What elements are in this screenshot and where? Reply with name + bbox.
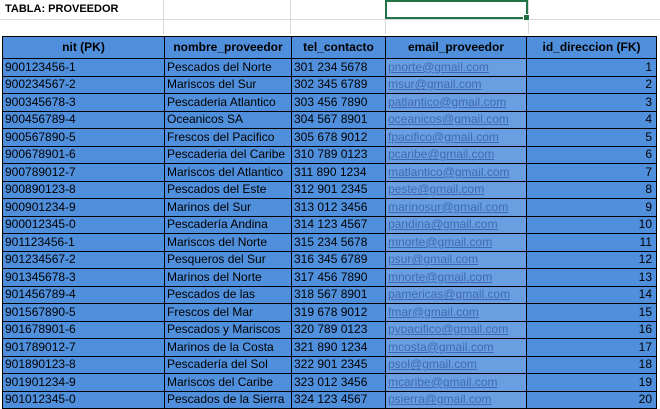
email-cell[interactable]: patlantico@gmail.com [386,94,527,112]
nombre-cell[interactable]: Frescos del Mar [165,304,292,322]
table-row [3,234,657,252]
email-cell[interactable]: pamericas@gmail.com [386,286,527,304]
nombre-cell[interactable]: Mariscos del Norte [165,234,292,252]
column-header-id-direccion[interactable]: id_direccion (FK) [527,37,657,59]
telefono-cell[interactable]: 301 234 5678 [292,59,386,77]
telefono-cell[interactable]: 321 890 1234 [292,339,386,357]
id-direccion-cell[interactable]: 5 [527,129,657,147]
header-row [3,37,657,59]
nit-cell[interactable]: 900678901-6 [3,146,165,164]
email-cell[interactable]: psierra@gmail.com [386,391,527,409]
id-direccion-cell[interactable]: 18 [527,356,657,374]
nit-cell[interactable]: 901890123-8 [3,356,165,374]
nit-cell[interactable]: 901234567-2 [3,251,165,269]
telefono-cell[interactable]: 315 234 5678 [292,234,386,252]
email-cell[interactable]: fpacifico@gmail.com [386,129,527,147]
id-direccion-cell[interactable]: 13 [527,269,657,287]
nombre-cell[interactable]: Pescados y Mariscos [165,321,292,339]
email-cell[interactable]: psur@gmail.com [386,251,527,269]
telefono-cell[interactable]: 319 678 9012 [292,304,386,322]
table-row [3,269,657,287]
nit-cell[interactable]: 901678901-6 [3,321,165,339]
email-cell[interactable]: pypacifico@gmail.com [386,321,527,339]
id-direccion-cell[interactable]: 16 [527,321,657,339]
nombre-cell[interactable]: Pescaderia del Caribe [165,146,292,164]
id-direccion-cell[interactable]: 4 [527,111,657,129]
table-row [3,391,657,409]
table-row [3,59,657,77]
telefono-cell[interactable]: 323 012 3456 [292,374,386,392]
id-direccion-cell[interactable]: 3 [527,94,657,112]
nombre-cell[interactable]: Pescados de las [165,286,292,304]
email-cell[interactable]: pcaribe@gmail.com [386,146,527,164]
telefono-cell[interactable]: 303 456 7890 [292,94,386,112]
telefono-cell[interactable]: 317 456 7890 [292,269,386,287]
email-cell[interactable]: mnorte@gmail.com [386,269,527,287]
table-row [3,94,657,112]
nombre-cell[interactable]: Pescados del Norte [165,59,292,77]
table-title: TABLA: PROVEEDOR [5,3,119,15]
nit-cell[interactable]: 901567890-5 [3,304,165,322]
table-body [3,59,657,409]
selected-cell[interactable] [385,0,528,19]
nit-cell[interactable]: 900123456-1 [3,59,165,77]
nombre-cell[interactable]: Mariscos del Atlantico [165,164,292,182]
table-row [3,111,657,129]
telefono-cell[interactable]: 305 678 9012 [292,129,386,147]
nombre-cell[interactable]: Oceanicos SA [165,111,292,129]
table-row [3,76,657,94]
nit-cell[interactable]: 901123456-1 [3,234,165,252]
id-direccion-cell[interactable]: 20 [527,391,657,409]
email-cell[interactable]: mcosta@gmail.com [386,339,527,357]
nombre-cell[interactable]: Marinos del Norte [165,269,292,287]
id-direccion-cell[interactable]: 12 [527,251,657,269]
table-row [3,286,657,304]
id-direccion-cell[interactable]: 19 [527,374,657,392]
id-direccion-cell[interactable]: 11 [527,234,657,252]
table-row [3,181,657,199]
nit-cell[interactable]: 900890123-8 [3,181,165,199]
id-direccion-cell[interactable]: 15 [527,304,657,322]
table-row [3,199,657,217]
id-direccion-cell[interactable]: 8 [527,181,657,199]
telefono-cell[interactable]: 310 789 0123 [292,146,386,164]
table-row [3,146,657,164]
email-cell[interactable]: psol@gmail.com [386,356,527,374]
proveedor-table [2,36,657,409]
telefono-cell[interactable]: 314 123 4567 [292,216,386,234]
email-cell[interactable]: mcaribe@gmail.com [386,374,527,392]
email-cell[interactable]: oceanicos@gmail.com [386,111,527,129]
nombre-cell[interactable]: Frescos del Pacifico [165,129,292,147]
id-direccion-cell[interactable]: 17 [527,339,657,357]
nit-cell[interactable]: 900567890-5 [3,129,165,147]
email-cell[interactable]: matlantico@gmail.com [386,164,527,182]
email-cell[interactable]: msur@gmail.com [386,76,527,94]
nombre-cell[interactable]: Mariscos del Sur [165,76,292,94]
id-direccion-cell[interactable]: 1 [527,59,657,77]
telefono-cell[interactable]: 318 567 8901 [292,286,386,304]
table-row [3,374,657,392]
nit-cell[interactable]: 900345678-3 [3,94,165,112]
table-row [3,164,657,182]
table-row [3,356,657,374]
nit-cell[interactable]: 900012345-0 [3,216,165,234]
id-direccion-cell[interactable]: 2 [527,76,657,94]
nit-cell[interactable]: 900456789-4 [3,111,165,129]
table-row [3,304,657,322]
nombre-cell[interactable]: Pescaderia Atlantico [165,94,292,112]
id-direccion-cell[interactable]: 10 [527,216,657,234]
nit-cell[interactable]: 901012345-0 [3,391,165,409]
nit-cell[interactable]: 901345678-3 [3,269,165,287]
id-direccion-cell[interactable]: 9 [527,199,657,217]
telefono-cell[interactable]: 324 123 4567 [292,391,386,409]
table-row [3,339,657,357]
table-row [3,251,657,269]
email-cell[interactable]: fmar@gmail.com [386,304,527,322]
telefono-cell[interactable]: 304 567 8901 [292,111,386,129]
email-cell[interactable]: marinosur@gmail.com [386,199,527,217]
email-cell[interactable]: peste@gmail.com [386,181,527,199]
nombre-cell[interactable]: Mariscos del Caribe [165,374,292,392]
table-row [3,129,657,147]
id-direccion-cell[interactable]: 14 [527,286,657,304]
column-header-email[interactable]: email_proveedor [386,37,527,59]
table-row [3,216,657,234]
nit-cell[interactable]: 901901234-9 [3,374,165,392]
telefono-cell[interactable]: 312 901 2345 [292,181,386,199]
telefono-cell[interactable]: 311 890 1234 [292,164,386,182]
nombre-cell[interactable]: Marinos de la Costa [165,339,292,357]
nit-cell[interactable]: 901789012-7 [3,339,165,357]
nombre-cell[interactable]: Pescados de la Sierra [165,391,292,409]
column-header-telefono[interactable]: tel_contacto [292,37,386,59]
nombre-cell[interactable]: Pescadería Andina [165,216,292,234]
email-cell[interactable]: mnorte@gmail.com [386,234,527,252]
nombre-cell[interactable]: Pescadería del Sol [165,356,292,374]
nit-cell[interactable]: 900234567-2 [3,76,165,94]
table-row [3,321,657,339]
email-cell[interactable]: pandina@gmail.com [386,216,527,234]
column-header-nit[interactable]: nit (PK) [3,37,165,59]
nit-cell[interactable]: 900789012-7 [3,164,165,182]
nit-cell[interactable]: 900901234-9 [3,199,165,217]
telefono-cell[interactable]: 313 012 3456 [292,199,386,217]
nombre-cell[interactable]: Pescados del Este [165,181,292,199]
telefono-cell[interactable]: 316 345 6789 [292,251,386,269]
column-header-nombre[interactable]: nombre_proveedor [165,37,292,59]
nombre-cell[interactable]: Pesqueros del Sur [165,251,292,269]
id-direccion-cell[interactable]: 7 [527,164,657,182]
email-cell[interactable]: pnorte@gmail.com [386,59,527,77]
nit-cell[interactable]: 901456789-4 [3,286,165,304]
telefono-cell[interactable]: 302 345 6789 [292,76,386,94]
nombre-cell[interactable]: Marinos del Sur [165,199,292,217]
telefono-cell[interactable]: 322 901 2345 [292,356,386,374]
telefono-cell[interactable]: 320 789 0123 [292,321,386,339]
id-direccion-cell[interactable]: 6 [527,146,657,164]
